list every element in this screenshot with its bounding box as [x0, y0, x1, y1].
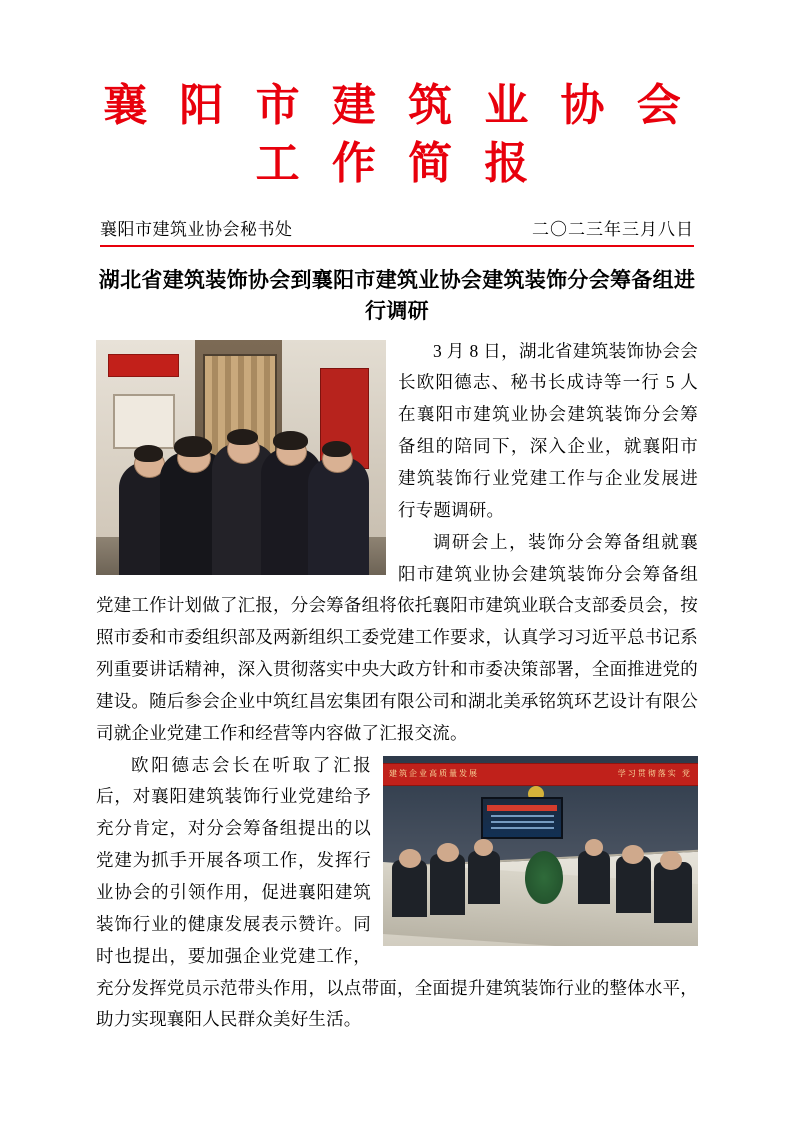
- conference-banner: [383, 763, 698, 786]
- masthead: [0, 0, 794, 193]
- attendee-3: [468, 851, 500, 904]
- masthead-line-1: 襄 阳 市 建 筑 业 协 会: [103, 81, 691, 130]
- attendee-6-head: [660, 851, 682, 870]
- issue-date: 二〇二三年三月八日: [532, 219, 694, 239]
- paragraph-2: 调研会上，装饰分会筹备组就襄阳市建筑业协会建筑装饰分会筹备组党建工作计划做了汇报，分会筹备组将依托襄阳市建筑业联合支部委员会，按照市委和市委组织部及两新组织工委党建工作要求，认真学习习近平总书记系列重要讲话精神，深入贯彻落实中央大政方针和市委决策部署，全面推进党的建设。随后参会企业中筑红昌宏集团有限公司和湖北美承铭筑环艺设计有限公司就企业党建工作和经营等内容做了汇报交流。: [96, 531, 698, 743]
- attendee-1: [392, 860, 427, 917]
- photo-person-5-hair: [322, 441, 351, 457]
- attendee-4: [578, 851, 610, 904]
- issue-info-row: [100, 215, 694, 247]
- conference-banner-right-text: 学习贯彻落实 党: [617, 769, 692, 779]
- paragraph-3: 欧阳德志会长在听取了汇报后，对襄阳建筑装饰行业党建给予充分肯定，对分会筹备组提出的以党建为抓手开展各项工作，发挥行业协会的引领作用，促进襄阳建筑装饰行业的健康发展表示赞许。同时也提出，要加强企业党建工作，充分发挥党员示范带头作用，以点带面，全面提升建筑装饰行业的整体水平，助力实现襄阳人民群众美好生活。: [96, 754, 698, 1030]
- attendee-2-head: [437, 843, 459, 862]
- presentation-screen: [481, 797, 564, 839]
- photo-conference-room: [383, 756, 698, 946]
- photo-red-sign: [108, 354, 180, 377]
- photo-person-2-hair: [174, 436, 212, 457]
- attendee-5: [616, 856, 651, 913]
- attendee-6: [654, 862, 692, 923]
- article-headline: 湖北省建筑装饰协会到襄阳市建筑业协会建筑装饰分会筹备组进行调研: [98, 267, 696, 324]
- conference-banner-left-text: 建筑企业高质量发展: [389, 769, 479, 779]
- article-body: [96, 336, 698, 1037]
- photo-wall-frame: [113, 394, 175, 450]
- attendee-1-head: [399, 849, 421, 868]
- issuing-department: 襄阳市建筑业协会秘书处: [100, 219, 293, 239]
- masthead-line-2: 工 作 简 报: [255, 139, 539, 189]
- photo-person-4-hair: [273, 431, 308, 450]
- attendee-2: [430, 854, 465, 915]
- photo-visit-group: [96, 340, 386, 575]
- photo-person-3-hair: [227, 429, 259, 445]
- photo-person-5: [308, 457, 369, 575]
- potted-plant: [525, 851, 563, 904]
- photo-person-1-hair: [134, 445, 163, 461]
- paragraph-1: 3 月 8 日，湖北省建筑装饰协会会长欧阳德志、秘书长成诗等一行 5 人在襄阳市建筑业协会建筑装饰分会筹备组的陪同下，深入企业，就襄阳市建筑装饰行业党建工作与企业发展进行专题调研。: [398, 340, 698, 520]
